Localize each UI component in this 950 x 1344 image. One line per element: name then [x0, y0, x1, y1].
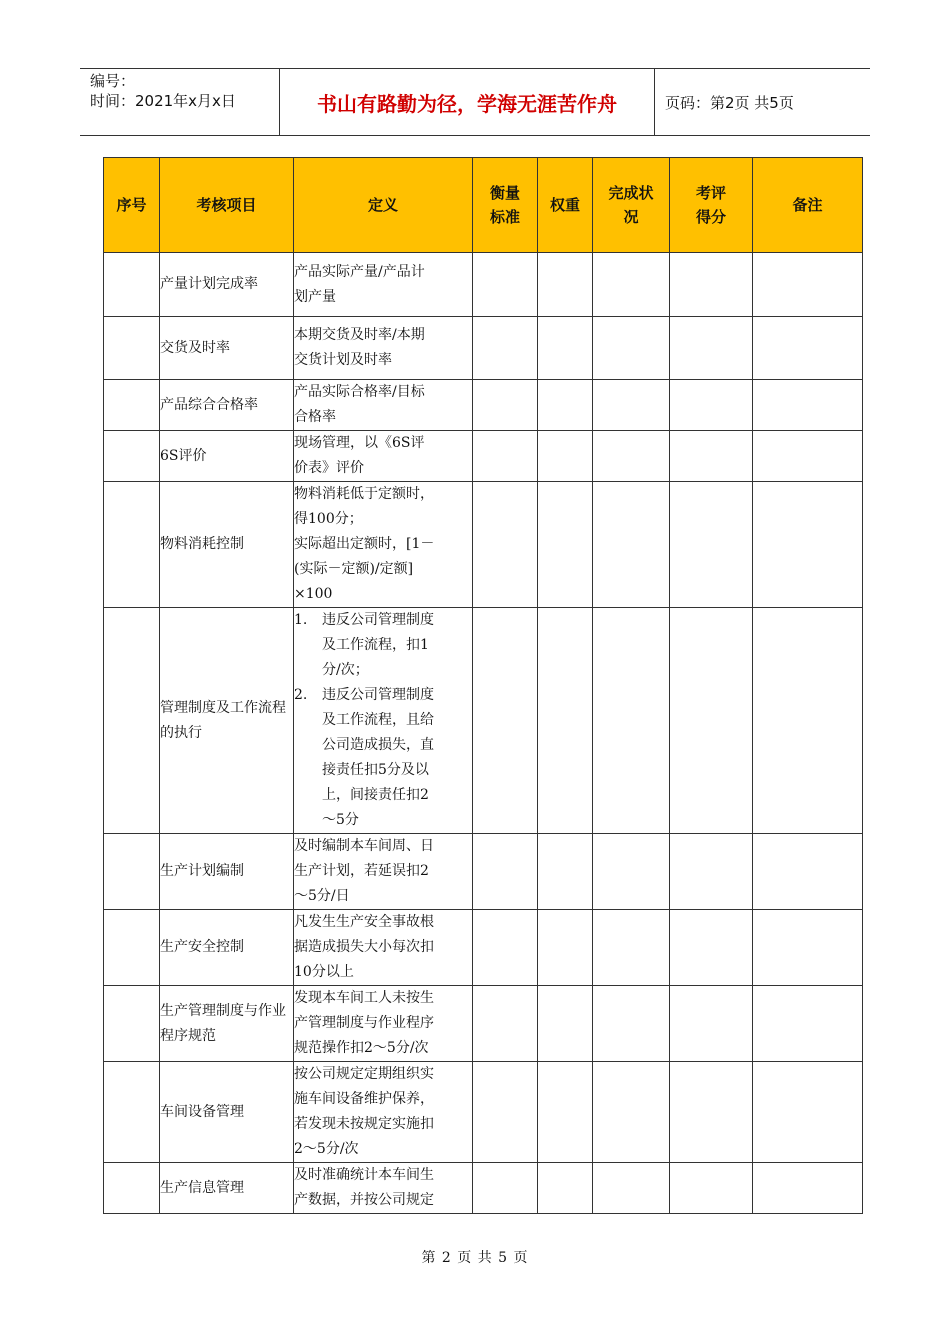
empty-cell — [538, 317, 593, 380]
definition-line: 物料消耗低于定额时， — [294, 486, 434, 502]
definition-cell — [294, 380, 473, 431]
page-footer: 第 2 页 共 5 页 — [421, 1250, 529, 1266]
definition-line: 产品实际合格率/目标 — [294, 384, 425, 400]
definition-cell — [294, 608, 473, 834]
column-header: 备注 — [753, 158, 863, 253]
definition-line: 凡发生生产安全事故根 — [294, 914, 434, 930]
empty-cell — [670, 253, 753, 317]
seq-cell — [104, 431, 160, 482]
definition-line: 据造成损失大小每次扣 — [294, 939, 434, 955]
code-label: 编号： — [90, 72, 136, 90]
seq-cell — [104, 910, 160, 986]
empty-cell — [593, 986, 670, 1062]
empty-cell — [538, 910, 593, 986]
seq-cell — [104, 380, 160, 431]
empty-cell — [593, 910, 670, 986]
empty-cell — [538, 1163, 593, 1214]
definition-line: 实际超出定额时，[1－ — [294, 536, 435, 552]
empty-cell — [753, 1163, 863, 1214]
table-row — [104, 910, 863, 986]
seq-cell — [104, 1062, 160, 1163]
table-row — [104, 317, 863, 380]
definition-line: 价表》评价 — [294, 460, 364, 476]
item-cell: 产量计划完成率 — [160, 253, 294, 317]
empty-cell — [753, 482, 863, 608]
empty-cell — [753, 834, 863, 910]
item-cell: 管理制度及工作流程的执行 — [160, 608, 294, 834]
table-row — [104, 482, 863, 608]
item-cell: 生产安全控制 — [160, 910, 294, 986]
page-header — [80, 68, 870, 136]
column-header: 衡量 标准 — [473, 158, 538, 253]
item-cell: 交货及时率 — [160, 317, 294, 380]
definition-line: 若发现未按规定实施扣 — [294, 1116, 434, 1132]
empty-cell — [593, 380, 670, 431]
definition-line: ×100 — [294, 586, 333, 602]
empty-cell — [593, 1062, 670, 1163]
empty-cell — [473, 910, 538, 986]
empty-cell — [538, 380, 593, 431]
rule-item: 2. 违反公司管理制度 及工作流程，且给 公司造成损失，直 接责任扣5分及以 上，间接责任扣2 ～5分 — [294, 687, 434, 828]
column-header: 权重 — [538, 158, 593, 253]
item-cell: 产品综合合格率 — [160, 380, 294, 431]
column-header: 序号 — [104, 158, 160, 253]
table-row — [104, 1163, 863, 1214]
definition-line: 10分以上 — [294, 964, 354, 980]
empty-cell — [538, 1062, 593, 1163]
table-row — [104, 253, 863, 317]
definition-cell — [294, 317, 473, 380]
definition-cell — [294, 1062, 473, 1163]
definition-line: 产品实际产量/产品计 — [294, 263, 425, 280]
empty-cell — [473, 380, 538, 431]
column-header: 考核项目 — [160, 158, 294, 253]
definition-line: 得100分； — [294, 511, 363, 527]
definition-cell — [294, 431, 473, 482]
header-meta — [80, 69, 280, 135]
empty-cell — [473, 253, 538, 317]
empty-cell — [538, 986, 593, 1062]
definition-line: 划产量 — [294, 288, 336, 305]
empty-cell — [538, 431, 593, 482]
definition-line: 交货计划及时率 — [294, 352, 392, 368]
kpi-table — [103, 157, 863, 1214]
empty-cell — [753, 1062, 863, 1163]
empty-cell — [593, 834, 670, 910]
definition-cell — [294, 910, 473, 986]
empty-cell — [753, 910, 863, 986]
definition-line: 规范操作扣2～5分/次 — [294, 1040, 429, 1056]
column-header: 考评 得分 — [670, 158, 753, 253]
empty-cell — [753, 608, 863, 834]
empty-cell — [473, 482, 538, 608]
definition-line: 施车间设备维护保养， — [294, 1091, 434, 1107]
empty-cell — [753, 317, 863, 380]
definition-cell — [294, 986, 473, 1062]
seq-cell — [104, 253, 160, 317]
table-row — [104, 1062, 863, 1163]
empty-cell — [593, 1163, 670, 1214]
empty-cell — [473, 431, 538, 482]
empty-cell — [670, 380, 753, 431]
definition-cell — [294, 1163, 473, 1214]
item-cell: 6S评价 — [160, 431, 294, 482]
definition-line: 按公司规定定期组织实 — [294, 1066, 434, 1082]
empty-cell — [473, 834, 538, 910]
definition-line: 2～5分/次 — [294, 1141, 359, 1157]
empty-cell — [670, 431, 753, 482]
empty-cell — [538, 482, 593, 608]
empty-cell — [538, 834, 593, 910]
empty-cell — [670, 1163, 753, 1214]
empty-cell — [473, 317, 538, 380]
item-cell: 生产信息管理 — [160, 1163, 294, 1214]
table-header-row — [104, 158, 863, 253]
empty-cell — [593, 431, 670, 482]
definition-line: 及时编制本车间周、日 — [294, 838, 434, 854]
header-motto: 书山有路勤为径，学海无涯苦作舟 — [280, 69, 655, 135]
table-row — [104, 431, 863, 482]
empty-cell — [593, 317, 670, 380]
empty-cell — [753, 253, 863, 317]
empty-cell — [670, 317, 753, 380]
header-page-info: 页码：第2页 共5页 — [665, 93, 794, 112]
seq-cell — [104, 834, 160, 910]
seq-cell — [104, 986, 160, 1062]
item-cell: 生产计划编制 — [160, 834, 294, 910]
item-cell: 生产管理制度与作业程序规范 — [160, 986, 294, 1062]
empty-cell — [473, 1163, 538, 1214]
definition-line: 现场管理，以《6S评 — [294, 435, 425, 451]
definition-line: 发现本车间工人未按生 — [294, 990, 434, 1006]
item-cell: 物料消耗控制 — [160, 482, 294, 608]
time-label: 时间：2021年x月x日 — [90, 92, 236, 110]
definition-line: (实际－定额)/定额] — [294, 561, 414, 577]
empty-cell — [670, 608, 753, 834]
definition-line: 合格率 — [294, 409, 336, 425]
seq-cell — [104, 1163, 160, 1214]
seq-cell — [104, 482, 160, 608]
empty-cell — [473, 1062, 538, 1163]
definition-cell — [294, 482, 473, 608]
table-row — [104, 834, 863, 910]
empty-cell — [593, 482, 670, 608]
table-row — [104, 380, 863, 431]
rule-item: 1. 违反公司管理制度 及工作流程，扣1 分/次； — [294, 612, 434, 678]
seq-cell — [104, 608, 160, 834]
empty-cell — [538, 608, 593, 834]
empty-cell — [670, 834, 753, 910]
table-row — [104, 986, 863, 1062]
definition-line: 产管理制度与作业程序 — [294, 1015, 434, 1031]
empty-cell — [670, 986, 753, 1062]
empty-cell — [670, 1062, 753, 1163]
definition-cell — [294, 834, 473, 910]
empty-cell — [473, 608, 538, 834]
column-header: 定义 — [294, 158, 473, 253]
empty-cell — [593, 253, 670, 317]
table-row — [104, 608, 863, 834]
definition-line: 产数据，并按公司规定 — [294, 1192, 434, 1208]
empty-cell — [670, 910, 753, 986]
definition-line: 本期交货及时率/本期 — [294, 327, 425, 343]
empty-cell — [753, 986, 863, 1062]
definition-cell — [294, 253, 473, 317]
column-header: 完成状 况 — [593, 158, 670, 253]
definition-line: 及时准确统计本车间生 — [294, 1167, 434, 1183]
definition-line: 生产计划，若延误扣2 — [294, 863, 429, 879]
empty-cell — [593, 608, 670, 834]
definition-line: ～5分/日 — [294, 888, 350, 904]
empty-cell — [473, 986, 538, 1062]
seq-cell — [104, 317, 160, 380]
item-cell: 车间设备管理 — [160, 1062, 294, 1163]
empty-cell — [538, 253, 593, 317]
empty-cell — [753, 380, 863, 431]
empty-cell — [670, 482, 753, 608]
empty-cell — [753, 431, 863, 482]
